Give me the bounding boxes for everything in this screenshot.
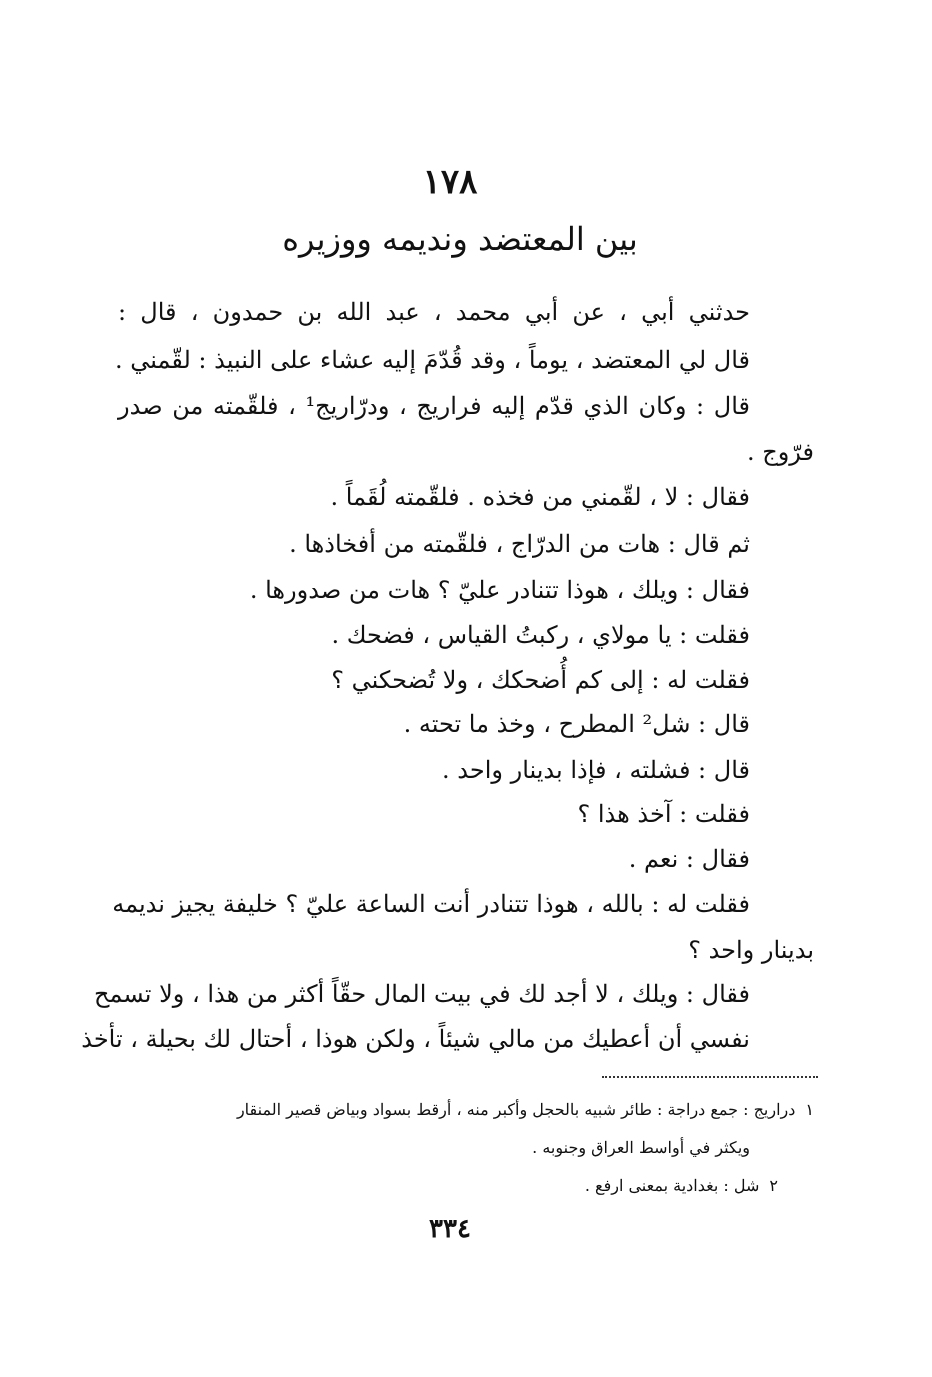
footnote-2 [585, 1176, 778, 1195]
body-line: فقال : ويلك ، لا أجد لك في بيت المال حقّاً أكثر من هذا ، ولا تسمح [94, 980, 750, 1008]
body-line: فقال : نعم . [628, 845, 750, 873]
body-line: فقلت له : بالله ، هوذا تتنادر أنت الساعة عليّ ؟ خليفة يجيز نديمه [112, 890, 750, 918]
body-line: قال : وكان الذي قدّم إليه فراريج ، ودرّاريج¹ ، فلقّمته من صدر [118, 392, 750, 420]
body-line: بدينار واحد ؟ [688, 936, 814, 964]
body-line: ثم قال : هات من الدرّاج ، فلقّمته من أفخاذها . [289, 530, 750, 558]
body-line: قال : فشلته ، فإذا بدينار واحد . [442, 756, 750, 784]
footnote-number: ١ [805, 1100, 814, 1119]
body-line: فقال : ويلك ، هوذا تتنادر عليّ ؟ هات من صدورها . [249, 576, 750, 604]
footnote-number: ٢ [769, 1176, 778, 1195]
body-line: قال : شل² المطرح ، وخذ ما تحته . [403, 710, 750, 738]
footnote-text: شل : بغدادية بمعنى ارفع . [584, 1176, 760, 1195]
section-number: ١٧٨ [422, 162, 478, 202]
footnote-1 [237, 1100, 814, 1119]
body-line: فقلت : يا مولاي ، ركبتُ القياس ، فضحك . [331, 621, 750, 649]
footnote-text: ويكثر في أواسط العراق وجنوبه . [532, 1138, 750, 1157]
body-line: فرّوج . [746, 438, 814, 466]
body-line: فقال : لا ، لقّمني من فخذه . فلقّمته لُقَماً . [330, 483, 750, 511]
body-line: حدثني أبي ، عن أبي محمد ، عبد الله بن حمدون ، قال : [118, 298, 750, 326]
body-line: فقلت له : إلى كم أُضحكك ، ولا تُضحكني ؟ [331, 666, 750, 694]
body-line: قال لي المعتضد ، يوماً ، وقد قُدّمَ إليه عشاء على النبيذ : لقّمني . [114, 346, 750, 374]
page-number: ٣٣٤ [429, 1214, 471, 1244]
footnote-text: دراريج : جمع دراجة : طائر شبيه بالحجل وأكبر منه ، أرقط بسواد وبياض قصير المنقار [236, 1100, 796, 1119]
section-title: بين المعتضد ونديمه ووزيره [282, 220, 638, 258]
footnote-1-continued [532, 1138, 750, 1157]
footnote-separator [602, 1076, 818, 1078]
body-line: نفسي أن أعطيك من مالي شيئاً ، ولكن هوذا ، أحتال لك بحيلة ، تأخذ [81, 1025, 750, 1053]
body-line: فقلت : آخذ هذا ؟ [577, 800, 750, 828]
